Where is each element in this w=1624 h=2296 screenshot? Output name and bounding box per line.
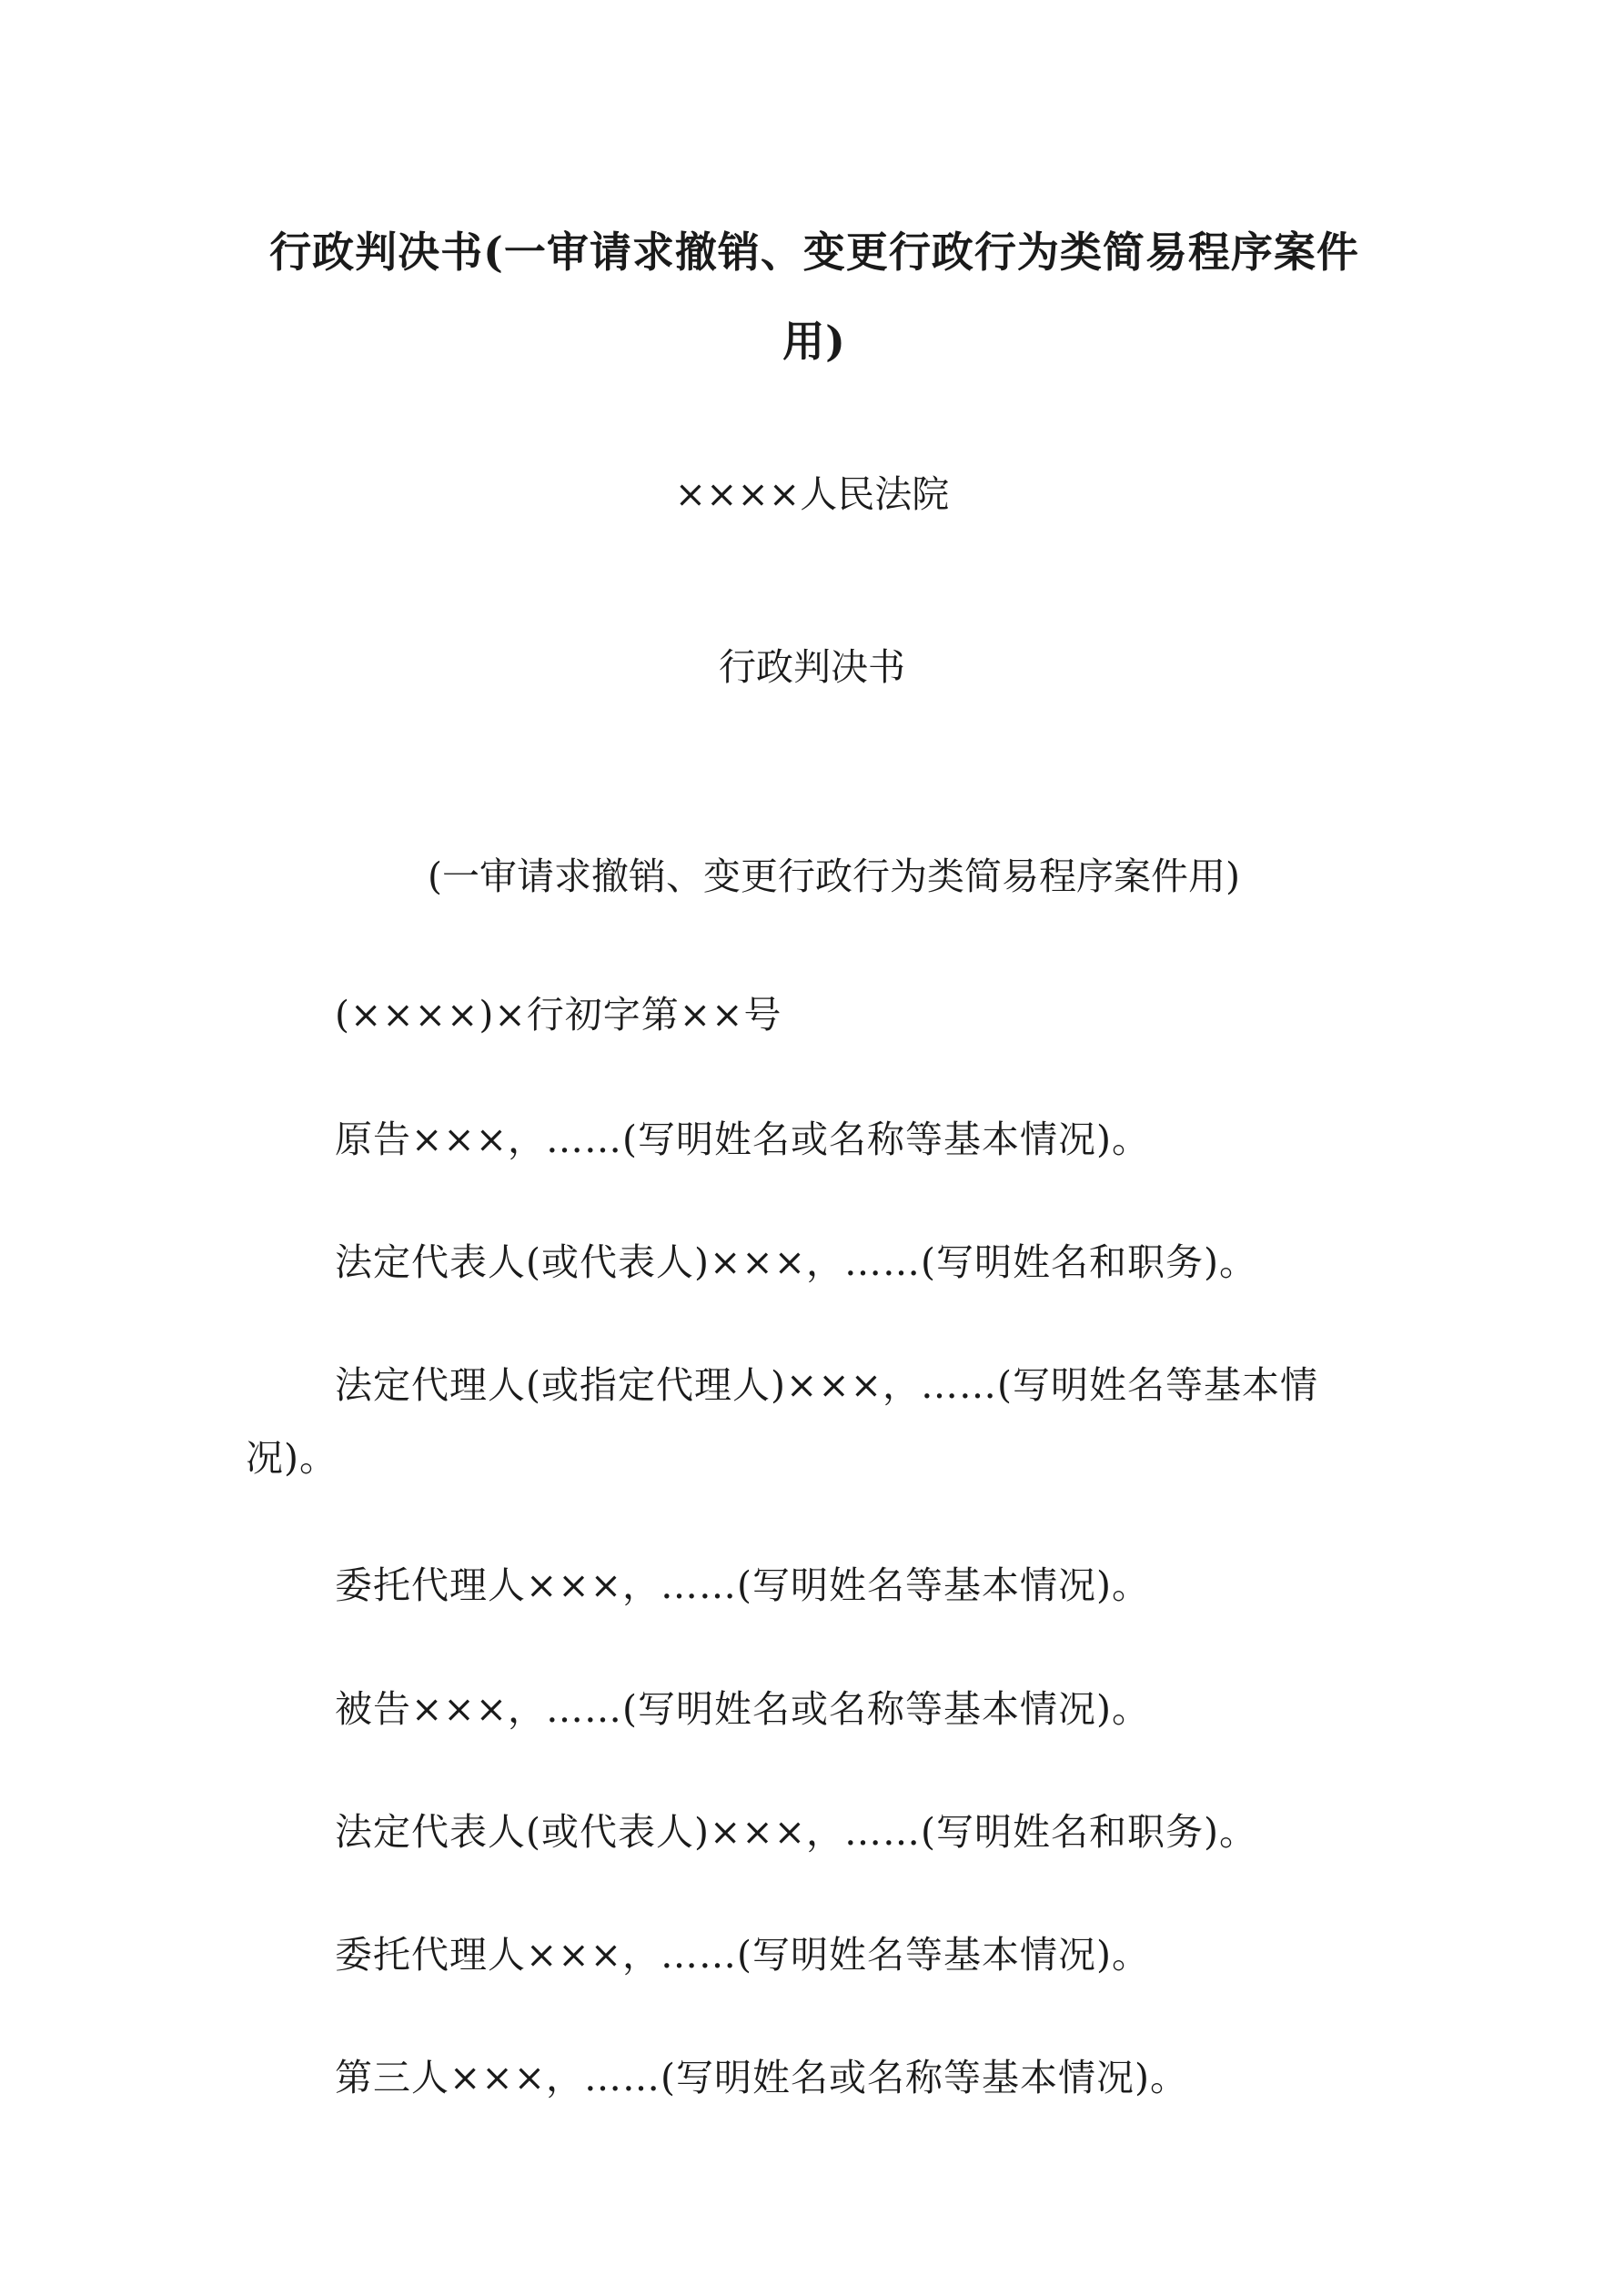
court-name: ××××人民法院: [674, 472, 950, 516]
plaintiff-paragraph: 原告×××，……(写明姓名或名称等基本情况)。: [335, 1118, 1151, 1161]
defendant-entrusted-agent-paragraph: 委托代理人×××，……(写明姓名等基本情况)。: [335, 1933, 1151, 1977]
defendant-legal-representative-paragraph: 法定代表人(或代表人)×××，……(写明姓名和职务)。: [335, 1810, 1258, 1854]
third-party-paragraph: 第三人×××，……(写明姓名或名称等基本情况)。: [335, 2056, 1189, 2099]
plaintiff-statutory-agent-paragraph: 法定代理人(或指定代理人)×××，……(写明姓名等基本情况)。: [246, 1363, 1319, 1480]
document-subtitle: (一审请求撤销、变更行政行为类简易程序案件用): [428, 855, 1240, 898]
plaintiff-entrusted-agent-paragraph: 委托代理人×××，……(写明姓名等基本情况)。: [335, 1563, 1151, 1607]
defendant-paragraph: 被告×××，……(写明姓名或名称等基本情况)。: [335, 1687, 1151, 1731]
plaintiff-legal-representative-paragraph: 法定代表人(或代表人)×××，……(写明姓名和职务)。: [335, 1240, 1258, 1284]
document-type: 行政判决书: [719, 645, 905, 689]
case-number: (××××)×行初字第××号: [335, 993, 782, 1037]
document-title: 行政判决书(一审请求撤销、变更行政行为类简易程序案件用): [269, 228, 1359, 366]
